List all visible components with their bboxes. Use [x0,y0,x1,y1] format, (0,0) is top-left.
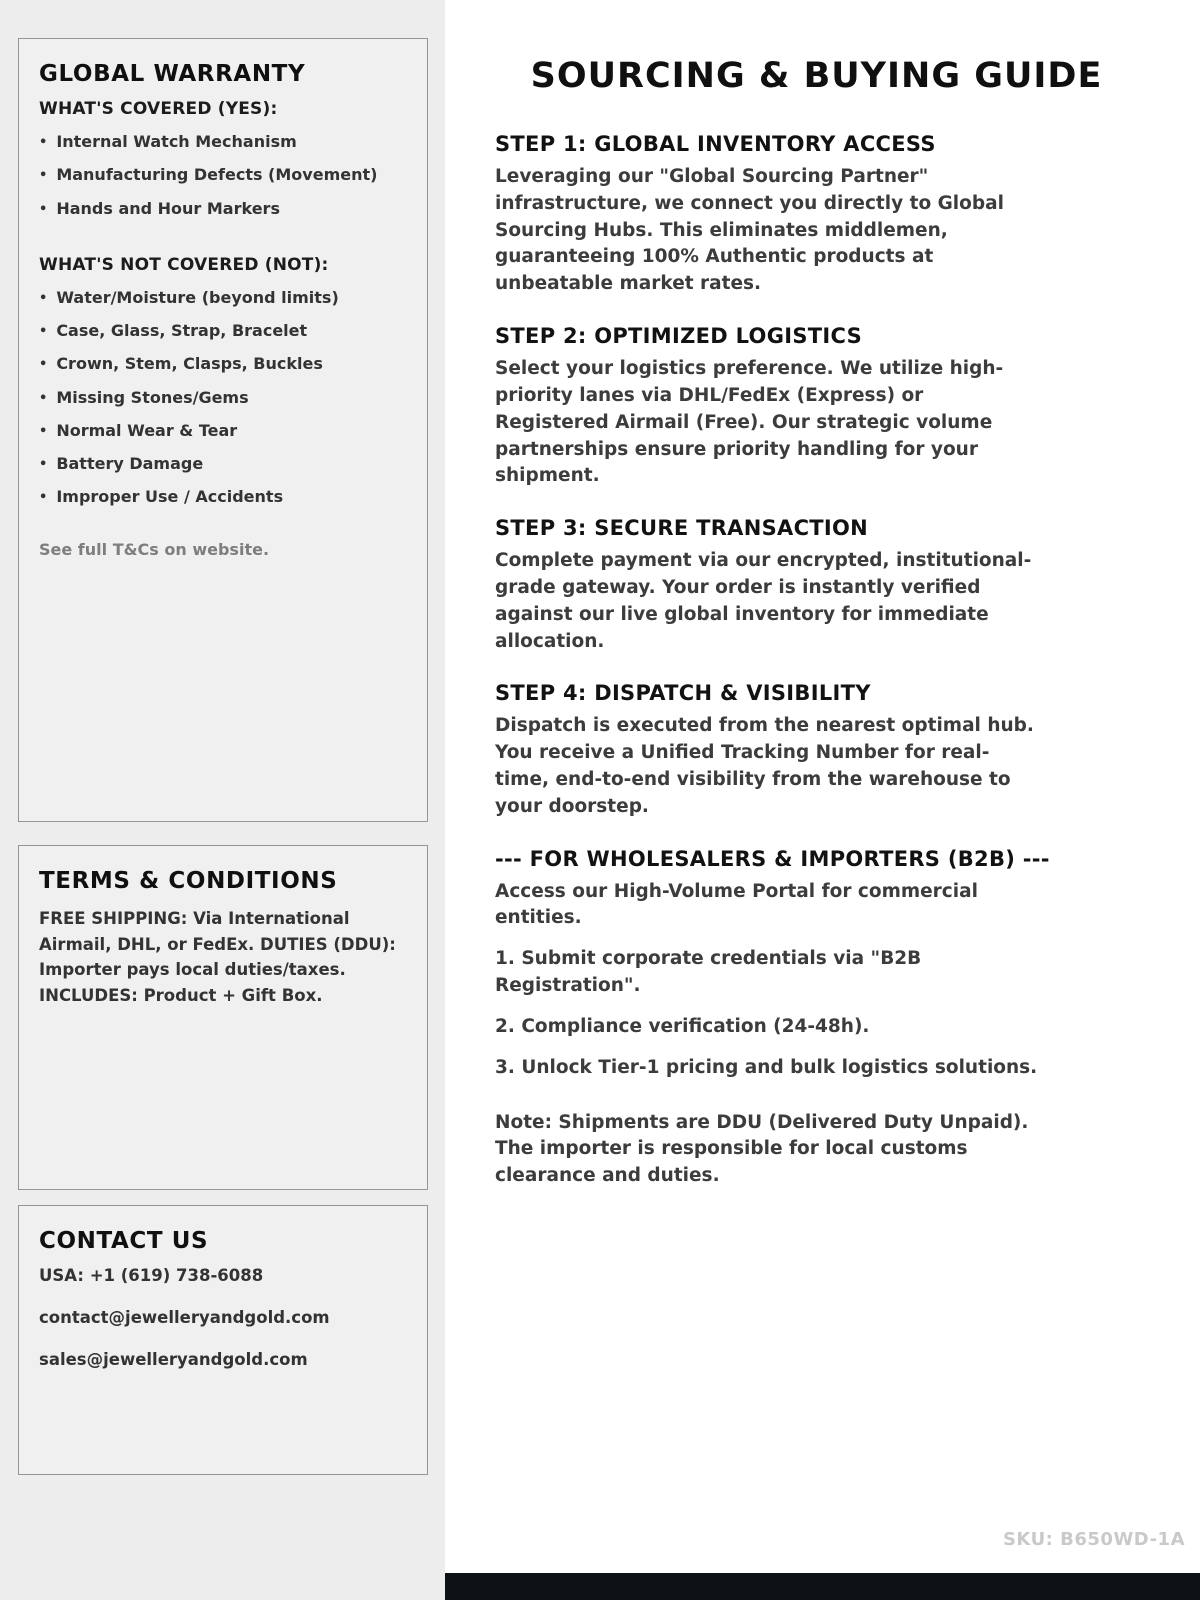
contact-email-primary: contact@jewelleryandgold.com [39,1308,330,1327]
step-2-heading: STEP 2: OPTIMIZED LOGISTICS [495,324,863,349]
not-covered-item: • Crown, Stem, Clasps, Buckles [39,354,407,374]
b2b-item-2: 2. Compliance verification (24-48h). [495,1015,870,1037]
covered-list [39,132,407,219]
b2b-item-3: 3. Unlock Tier-1 pricing and bulk logistics solutions. [495,1056,1038,1078]
terms-body: FREE SHIPPING: Via International Airmail, DHL, or FedEx. DUTIES (DDU): Importer pays local duties/taxes. INCLUDES: Product + Gift Box. [39,909,396,1005]
step-4-section [495,681,1138,820]
b2b-intro: Access our High-Volume Portal for commercial entities. [495,880,978,929]
terms-conditions-panel [18,845,428,1190]
step-1-body: Leveraging our "Global Sourcing Partner" infrastructure, we connect you directly to Global Sourcing Hubs. This eliminates middlemen, guaranteeing 100% Authentic products at unbeatable market rates. [495,166,1004,295]
sku-label: SKU: B650WD-1A [1002,1529,1185,1550]
contact-phone: USA: +1 (619) 738-6088 [39,1266,264,1285]
covered-item: • Hands and Hour Markers [39,199,407,219]
b2b-heading: --- FOR WHOLESALERS & IMPORTERS (B2B) --- [495,846,1050,871]
ddu-note: Note: Shipments are DDU (Delivered Duty Unpaid). The importer is responsible for local customs clearance and duties. [495,1111,1029,1187]
main-content [445,0,1200,1600]
not-covered-item: • Case, Glass, Strap, Bracelet [39,321,407,341]
step-4-heading: STEP 4: DISPATCH & VISIBILITY [495,681,871,706]
contact-us-panel [18,1205,428,1475]
step-1-heading: STEP 1: GLOBAL INVENTORY ACCESS [495,132,936,156]
not-covered-list [39,288,407,508]
step-3-body: Complete payment via our encrypted, institutional-grade gateway. Your order is instantly verified against our live global inventory for immediate allocation. [495,550,1032,652]
not-covered-item: • Normal Wear & Tear [39,421,407,441]
contact-title: CONTACT US [39,1228,209,1254]
covered-heading: WHAT'S COVERED (YES): [39,99,278,119]
covered-item: • Manufacturing Defects (Movement) [39,165,407,185]
contact-email-sales: sales@jewelleryandgold.com [39,1350,308,1369]
step-2-body: Select your logistics preference. We utilize high-priority lanes via DHL/FedEx (Express) or Registered Airmail (Free). Our strategic volume partnerships ensure priority handling for your shipment. [495,358,1004,487]
b2b-section [495,847,1138,1190]
step-3-section [495,516,1138,655]
step-2-section [495,324,1138,490]
covered-item: • Internal Watch Mechanism [39,132,407,152]
b2b-item-1: 1. Submit corporate credentials via "B2B Registration". [495,948,922,997]
warranty-title: GLOBAL WARRANTY [39,61,306,87]
not-covered-item: • Missing Stones/Gems [39,388,407,408]
step-4-body: Dispatch is executed from the nearest optimal hub. You receive a Unified Tracking Number for real-time, end-to-end visibility from the warehouse to your doorstep. [495,715,1034,817]
not-covered-heading: WHAT'S NOT COVERED (NOT): [39,254,329,275]
warranty-footnote: See full T&Cs on website. [39,539,270,559]
bottom-bar [445,1573,1200,1600]
step-1-section [495,132,1138,298]
not-covered-item: • Improper Use / Accidents [39,487,407,507]
sidebar [0,0,445,1600]
step-3-heading: STEP 3: SECURE TRANSACTION [495,516,869,541]
not-covered-item: • Battery Damage [39,454,407,474]
not-covered-item: • Water/Moisture (beyond limits) [39,288,407,308]
global-warranty-panel [18,38,428,822]
terms-title: TERMS & CONDITIONS [39,868,338,894]
page-title: SOURCING & BUYING GUIDE [530,56,1103,96]
